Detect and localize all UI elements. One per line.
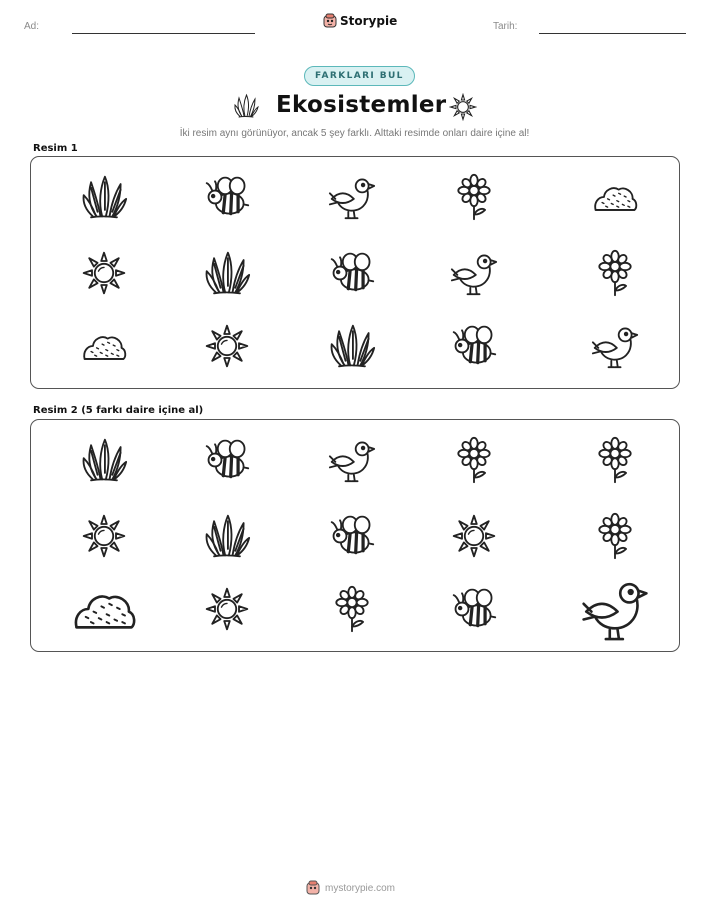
p1-plant-icon[interactable] [328,322,376,370]
activity-badge: FARKLARI BUL [304,66,415,86]
storypie-mascot-icon [306,880,320,896]
p1-bush-icon[interactable] [591,173,639,221]
p1-bird-icon[interactable] [450,249,498,297]
picture2-panel [30,419,680,652]
p2-bee-icon[interactable] [450,585,498,633]
p2-flower-icon[interactable] [450,436,498,484]
p1-bird-icon[interactable] [591,322,639,370]
p2-flower-icon[interactable] [328,585,376,633]
sun-decor-icon [449,93,477,121]
storypie-mascot-icon [323,13,337,29]
picture1-panel [30,156,680,389]
p2-bird-icon[interactable] [581,575,649,643]
p2-bee-icon[interactable] [203,436,251,484]
p1-flower-icon[interactable] [450,173,498,221]
p2-sun-icon[interactable] [450,512,498,560]
p2-sun-icon[interactable] [80,512,128,560]
date-line[interactable] [539,33,686,34]
name-line[interactable] [72,33,255,34]
p1-flower-icon[interactable] [591,249,639,297]
picture2-label: Resim 2 (5 farkı daire içine al) [33,405,204,416]
footer [306,880,395,896]
brand-logo [323,13,397,29]
p2-sun-icon[interactable] [203,585,251,633]
p1-bee-icon[interactable] [450,322,498,370]
p2-bush-icon[interactable] [70,575,138,643]
name-label: Ad: [24,21,40,32]
p1-bee-icon[interactable] [328,249,376,297]
date-label: Tarih: [493,21,518,32]
p2-plant-icon[interactable] [80,436,128,484]
p1-sun-icon[interactable] [80,249,128,297]
footer-url[interactable]: mystorypie.com [325,882,396,894]
instructions-text: İki resim aynı görünüyor, ancak 5 şey farklı. Alttaki resimde onları daire içine al! [179,128,530,139]
p1-plant-icon[interactable] [80,173,128,221]
p2-plant-icon[interactable] [203,512,251,560]
page-title: Ekosistemler [276,92,447,118]
p2-bird-icon[interactable] [328,436,376,484]
picture1-label: Resim 1 [33,143,78,154]
p1-plant-icon[interactable] [203,249,251,297]
p2-flower-icon[interactable] [591,512,639,560]
brand-name: Storypie [340,14,398,28]
p2-bee-icon[interactable] [328,512,376,560]
p1-sun-icon[interactable] [203,322,251,370]
p1-bee-icon[interactable] [203,173,251,221]
p2-flower-icon[interactable] [591,436,639,484]
plant-decor-icon [233,90,259,122]
p1-bush-icon[interactable] [80,322,128,370]
p1-bird-icon[interactable] [328,173,376,221]
